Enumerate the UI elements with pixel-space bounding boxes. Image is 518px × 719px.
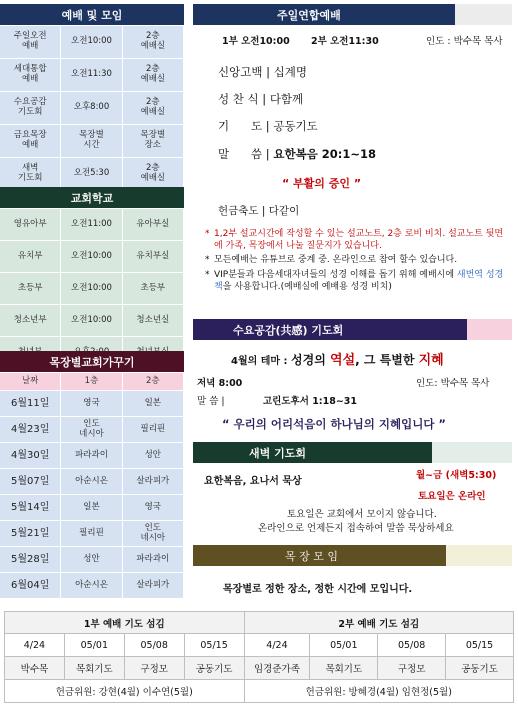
cell-care-cell: 5월07일 <box>0 469 61 495</box>
worship-row <box>0 26 184 59</box>
order-item <box>218 64 307 80</box>
wednesday-theme: 4월의 테마 : 성경의 역설, 그 특별한 지혜 <box>231 353 444 368</box>
school-cell: 초등부 <box>123 273 184 305</box>
school-row <box>0 273 184 305</box>
worship-cell: 2층 예배실 <box>123 26 184 59</box>
school-cell: 청소년실 <box>123 305 184 337</box>
cell-care-cell: 일본 <box>61 495 122 521</box>
cell-care-row <box>0 495 184 521</box>
cell-care-row <box>0 521 184 547</box>
cell-care-cell: 인도 네시아 <box>123 521 184 547</box>
dawn-time: 월~금 (새벽5:30) <box>416 470 497 481</box>
worship-cell: 오후8:00 <box>61 92 122 125</box>
worship-cell: 목장별 장소 <box>123 125 184 158</box>
note-item: * 1,2부 설교시간에 작성할 수 있는 설교노트, 2층 로비 비치. 설교노트 뒷면에 가족, 목장에서 나눌 질문지가 있습니다. <box>205 229 504 251</box>
order-separator: | <box>258 92 270 106</box>
school-cell: 초등부 <box>0 273 61 305</box>
worship-row <box>0 92 184 125</box>
date-cell: 05/01 <box>64 634 124 657</box>
sunday-service1: 1부 오전10:00 <box>222 36 290 47</box>
worship-cell: 2층 예배실 <box>123 158 184 191</box>
offering-line: 헌금축도 | 다같이 <box>218 205 300 217</box>
wednesday-leader: 인도: 박수목 목사 <box>416 378 490 389</box>
school-cell: 유아부실 <box>123 209 184 241</box>
cell-care-row <box>0 443 184 469</box>
bible-version-highlight: 새번역 성경책 <box>214 270 504 292</box>
cell-care-header: 목장별교회가꾸기 <box>0 351 184 372</box>
sunday-preacher: 인도 : 박수목 목사 <box>426 36 503 47</box>
school-cell: 오전10:00 <box>61 241 122 273</box>
order-value: 요한복음 20:1~18 <box>273 147 377 161</box>
dawn-note1: 토요일은 교회에서 모이지 않습니다. <box>287 509 437 520</box>
part1-title: 1부 예배 기도 섬김 <box>5 612 245 634</box>
worship-cell: 금요목장 예배 <box>0 125 61 158</box>
school-schedule-table <box>0 209 184 369</box>
cell-care-cell: 성안 <box>123 443 184 469</box>
offering-committee-1: 헌금위원: 강현(4월) 이수연(5월) <box>5 680 245 703</box>
order-label: 성 찬 식 <box>218 92 259 106</box>
date-cell: 4/24 <box>5 634 65 657</box>
cell-care-row <box>0 417 184 443</box>
order-item <box>218 146 376 162</box>
cell-care-table <box>0 373 184 599</box>
note-item: * VIP분들과 다음세대자녀들의 성경 이해를 돕기 위해 예배시에 새번역 성경책을 사용합니다.(예배실에 예배용 성경 비치) <box>205 270 504 292</box>
order-separator: | <box>262 147 274 161</box>
order-item <box>218 91 303 107</box>
part2-title: 2부 예배 기도 섬김 <box>244 612 513 634</box>
school-row <box>0 241 184 273</box>
worship-cell: 주일오전 예배 <box>0 26 61 59</box>
sermon-title: “ 부활의 증인 ” <box>282 177 362 190</box>
dawn-header <box>193 442 512 463</box>
cell-care-cell: 6월04일 <box>0 573 61 599</box>
worship-cell: 2층 예배실 <box>123 59 184 92</box>
cell-care-cell: 5월28일 <box>0 547 61 573</box>
cell-care-cell: 아순시온 <box>61 469 122 495</box>
cellgroup-header <box>193 545 512 566</box>
order-separator: | <box>262 65 274 79</box>
cell-care-cell: 성안 <box>61 547 122 573</box>
cell-care-cell: 5월21일 <box>0 521 61 547</box>
order-value: 다함께 <box>269 92 304 106</box>
worship-header: 예배 및 모임 <box>0 4 184 25</box>
part1-cell: 구정모 <box>124 657 184 680</box>
cell-care-cell: 일본 <box>123 391 184 417</box>
cell-care-cell: 파라과이 <box>61 443 122 469</box>
cell-care-cell: 4월30일 <box>0 443 61 469</box>
wednesday-time: 저녁 8:00 <box>197 378 243 389</box>
cell-care-cell: 4월23일 <box>0 417 61 443</box>
wednesday-word: 고린도후서 1:18~31 <box>263 396 358 407</box>
cell-care-header-row <box>0 373 184 391</box>
order-label: 말 씀 <box>218 147 263 161</box>
worship-cell: 수요공감 기도회 <box>0 92 61 125</box>
cell-care-cell: 살라피가 <box>123 573 184 599</box>
school-cell: 오전10:00 <box>61 273 122 305</box>
worship-cell: 세대통합 예배 <box>0 59 61 92</box>
cell-care-cell: 필리핀 <box>61 521 122 547</box>
dawn-note2: 온라인으로 언제든지 접속하여 말씀 묵상하세요 <box>258 523 454 534</box>
cell-care-cell: 영국 <box>61 391 122 417</box>
date-cell: 4/24 <box>244 634 310 657</box>
order-item <box>218 118 318 134</box>
school-row <box>0 209 184 241</box>
part1-cell: 공동기도 <box>184 657 244 680</box>
school-cell: 유치부 <box>0 241 61 273</box>
date-cell: 05/08 <box>378 634 446 657</box>
cell-care-row <box>0 391 184 417</box>
school-cell: 유치부실 <box>123 241 184 273</box>
part1-cell: 박수목 <box>5 657 65 680</box>
cell-care-column-header: 1층 <box>61 373 122 391</box>
date-cell: 05/08 <box>124 634 184 657</box>
worship-cell: 새벽 기도회 <box>0 158 61 191</box>
cell-care-cell: 6월11일 <box>0 391 61 417</box>
part1-cell: 목회기도 <box>64 657 124 680</box>
cell-care-cell: 인도 네시아 <box>61 417 122 443</box>
school-cell: 청소년부 <box>0 305 61 337</box>
worship-cell: 오전5:30 <box>61 158 122 191</box>
sunday-service2: 2부 오전11:30 <box>311 36 379 47</box>
cellgroup-text: 목장별로 정한 장소, 정한 시간에 모입니다. <box>223 584 413 595</box>
order-value: 십계명 <box>273 65 307 79</box>
wednesday-word-label: 말 씀 | <box>197 396 225 407</box>
sunday-notes <box>205 229 510 293</box>
sunday-header-title: 주일연합예배 <box>193 4 455 25</box>
cell-care-column-header: 2층 <box>123 373 184 391</box>
cell-care-cell: 파라과이 <box>123 547 184 573</box>
order-separator: | <box>262 119 274 133</box>
school-header: 교회학교 <box>0 187 184 208</box>
wednesday-header-title: 수요공감(共感) 기도회 <box>193 319 467 340</box>
school-row <box>0 305 184 337</box>
dawn-saturday: 토요일은 온라인 <box>418 491 486 502</box>
worship-row <box>0 59 184 92</box>
cell-care-row <box>0 547 184 573</box>
school-cell: 오전10:00 <box>61 305 122 337</box>
part2-cell: 목회기도 <box>310 657 378 680</box>
part2-cell: 공동기도 <box>446 657 514 680</box>
cellgroup-header-title: 목 장 모 임 <box>193 545 446 566</box>
note-item: * 모든예배는 유튜브로 중계 중. 온라인으로 참여 할수 있습니다. <box>205 255 458 266</box>
worship-cell: 오전11:30 <box>61 59 122 92</box>
date-cell: 05/15 <box>446 634 514 657</box>
dawn-text: 요한복음, 요나서 묵상 <box>204 476 302 487</box>
part2-cell: 구정모 <box>378 657 446 680</box>
school-cell: 오전11:00 <box>61 209 122 241</box>
date-cell: 05/15 <box>184 634 244 657</box>
date-cell: 05/01 <box>310 634 378 657</box>
worship-cell: 2층 예배실 <box>123 92 184 125</box>
cell-care-column-header: 날짜 <box>0 373 61 391</box>
dawn-header-title: 새벽 기도회 <box>193 442 432 463</box>
order-value: 공동기도 <box>273 119 318 133</box>
worship-schedule-table <box>0 26 184 191</box>
prayer-schedule-table <box>4 611 514 703</box>
school-cell: 영유아부 <box>0 209 61 241</box>
cell-care-cell: 필리핀 <box>123 417 184 443</box>
part2-cell: 임경준가족 <box>244 657 310 680</box>
worship-cell: 오전10:00 <box>61 26 122 59</box>
cell-care-row <box>0 469 184 495</box>
order-label: 기 도 <box>218 119 263 133</box>
worship-cell: 목장별 시간 <box>61 125 122 158</box>
sunday-header <box>193 4 512 25</box>
offering-committee-2: 헌금위원: 방혜경(4월) 임현정(5월) <box>244 680 513 703</box>
cell-care-cell: 살라피가 <box>123 469 184 495</box>
cell-care-row <box>0 573 184 599</box>
order-label: 신앙고백 <box>218 65 263 79</box>
worship-row <box>0 125 184 158</box>
cell-care-cell: 영국 <box>123 495 184 521</box>
wednesday-header <box>193 319 512 340</box>
cell-care-cell: 5월14일 <box>0 495 61 521</box>
wednesday-quote: “ 우리의 어리석음이 하나님의 지혜입니다 ” <box>222 417 446 431</box>
cell-care-cell: 아순시온 <box>61 573 122 599</box>
